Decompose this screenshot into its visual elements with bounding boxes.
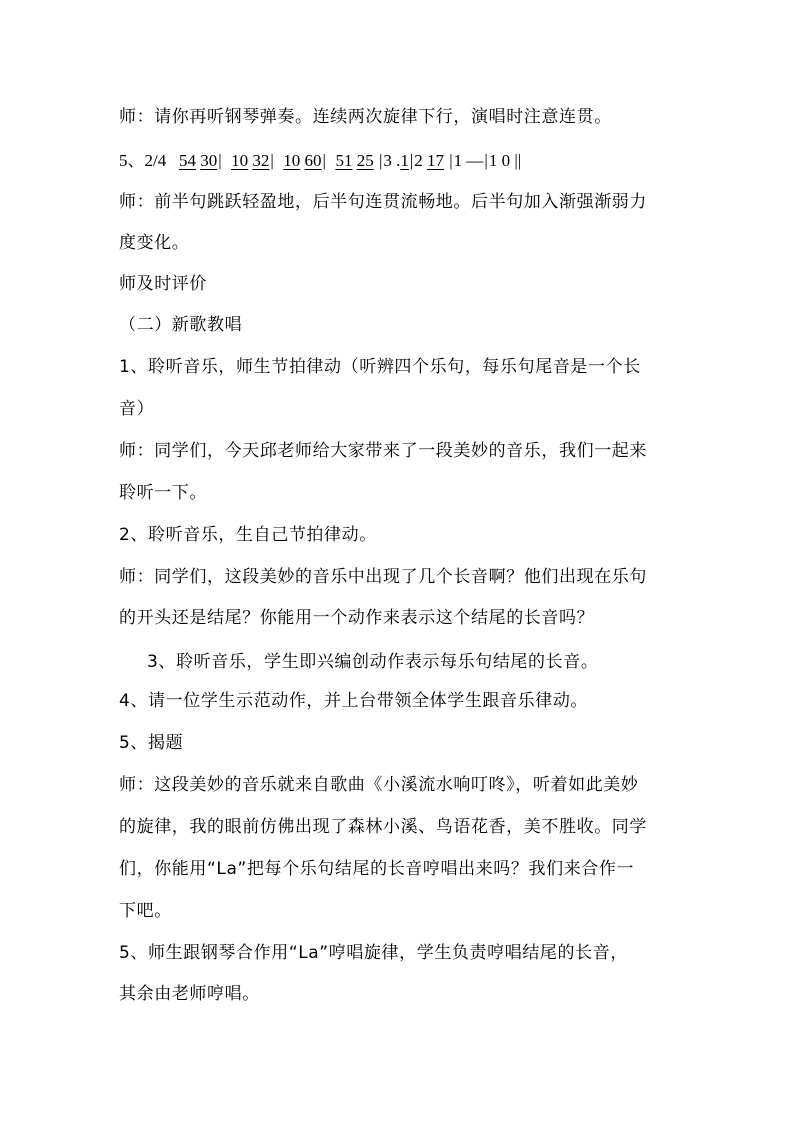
paragraph-line: 4、请一位学生示范动作，并上台带领全体学生跟音乐律动。	[119, 691, 589, 711]
notation-note: 3 .	[383, 151, 401, 170]
notation-note: 10	[231, 151, 249, 170]
paragraph-line: 3、聆听音乐，学生即兴编创动作表示每乐句结尾的长音。	[147, 652, 599, 672]
paragraph-line: 音）	[119, 399, 155, 419]
barline: |	[484, 151, 488, 170]
notation-note: 1	[400, 151, 409, 170]
paragraph-line: 其余由老师哼唱。	[119, 984, 260, 1004]
paragraph-line: 师及时评价	[119, 274, 207, 294]
notation-note: 2	[414, 151, 423, 170]
paragraph-line: 下吧。	[119, 901, 172, 921]
notation-prefix: 5、2/4	[119, 151, 167, 170]
paragraph-line: 师：这段美妙的音乐就来自歌曲《小溪流水响叮咚》，听着如此美妙	[119, 775, 639, 795]
notation-note: 17	[427, 151, 445, 170]
notation-note: 25	[356, 151, 374, 170]
notation-note: 60	[304, 151, 322, 170]
music-notation-line	[119, 150, 521, 172]
paragraph-line: 的旋律，我的眼前仿佛出现了森林小溪、鸟语花香，美不胜收。同学	[119, 817, 647, 837]
barline: |	[270, 151, 274, 170]
barline: |	[322, 151, 326, 170]
paragraph-line: 师：同学们，今天邱老师给大家带来了一段美妙的音乐，我们一起来	[119, 441, 647, 461]
final-barline: ||	[514, 151, 522, 170]
paragraph-line: 师：请你再听钢琴弹奏。连续两次旋律下行，演唱时注意连贯。	[119, 107, 612, 127]
paragraph-line: 师：前半句跳跃轻盈地，后半句连贯流畅地。后半句加入渐强渐弱力	[119, 192, 647, 212]
barline: |	[218, 151, 222, 170]
paragraph-line: 2、聆听音乐，生自己节拍律动。	[119, 525, 377, 545]
paragraph-line: 师：同学们，这段美妙的音乐中出现了几个长音啊？他们出现在乐句	[119, 567, 647, 587]
notation-note: 1 0	[488, 151, 511, 170]
notation-note: 30	[200, 151, 218, 170]
barline: |	[409, 151, 414, 170]
notation-note: 32	[252, 151, 270, 170]
notation-note: 54	[178, 151, 196, 170]
section-heading: （二）新歌教唱	[119, 315, 243, 335]
paragraph-line: 度变化。	[119, 233, 190, 253]
barline: |	[378, 151, 383, 170]
notation-note: 51	[335, 151, 353, 170]
paragraph-line: 5、揭题	[119, 733, 184, 753]
paragraph-line: 聆听一下。	[119, 483, 207, 503]
paragraph-line: 5、师生跟钢琴合作用“La”哼唱旋律，学生负责哼唱结尾的长音，	[119, 943, 628, 963]
paragraph-line: 的开头还是结尾？你能用一个动作来表示这个结尾的长音吗？	[119, 608, 595, 628]
notation-note: 1 —	[453, 151, 484, 170]
barline: |	[449, 151, 453, 170]
paragraph-line: 们，你能用“La”把每个乐句结尾的长音哼唱出来吗？我们来合作一	[119, 859, 635, 879]
paragraph-line: 1、聆听音乐，师生节拍律动（听辨四个乐句，每乐句尾音是一个长	[119, 357, 641, 377]
notation-note: 10	[283, 151, 301, 170]
